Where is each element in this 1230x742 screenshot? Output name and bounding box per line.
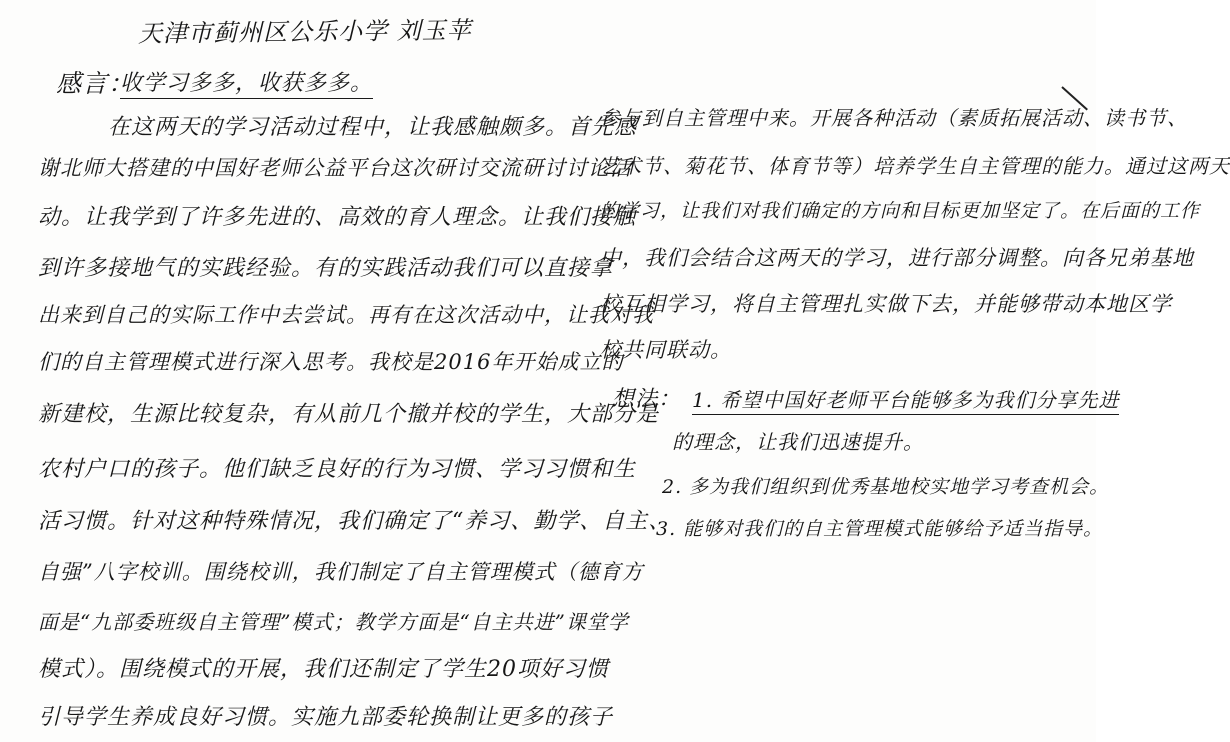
left-line: 谢北师大搭建的中国好老师公益平台这次研讨交流研讨讨论活 (38, 156, 632, 180)
ideas-label: 想法： (612, 387, 682, 412)
idea-item: 2. 多为我们组织到优秀基地校实地学习考查机会。 (662, 476, 1110, 498)
right-line: 的学习，让我们对我们确定的方向和目标更加坚定了。在后面的工作 (600, 200, 1201, 222)
right-line: 艺术节、菊花节、体育节等）培养学生自主管理的能力。通过这两天 (600, 154, 1230, 178)
idea-item: 3. 能够对我们的自主管理模式能够给予适当指导。 (656, 518, 1104, 540)
right-line: 校共同联动。 (600, 338, 732, 362)
left-line: 面是“九部委班级自主管理”模式；教学方面是“自主共进”课堂学 (38, 610, 629, 634)
left-line: 动。让我学到了许多先进的、高效的育人理念。让我们接触 (38, 205, 637, 230)
left-line: 出来到自己的实际工作中去尝试。再有在这次活动中，让我对我 (38, 303, 654, 327)
left-line: 新建校，生源比较复杂，有从前几个撤并校的学生，大部分是 (38, 402, 660, 427)
idea-item-continued: 的理念，让我们迅速提升。 (672, 430, 924, 454)
ganyan-label: 感言： (56, 69, 135, 98)
left-line: 农村户口的孩子。他们缺乏良好的行为习惯、学习习惯和生 (38, 457, 637, 482)
ganyan-text: 收学习多多，收获多多。 (120, 66, 373, 99)
left-line: 模式）。围绕模式的开展，我们还制定了学生20项好习惯 (38, 657, 609, 682)
left-line: 引导学生养成良好习惯。实施九部委轮换制让更多的孩子 (38, 705, 614, 730)
page-title: 天津市蓟州区公乐小学 刘玉苹 (137, 16, 472, 48)
right-line: 中，我们会结合这两天的学习，进行部分调整。向各兄弟基地 (600, 246, 1194, 270)
left-line: 自强”八字校训。围绕校训，我们制定了自主管理模式（德育方 (38, 560, 644, 584)
right-line: 参与到自主管理中来。开展各种活动（素质拓展活动、读书节、 (600, 106, 1188, 130)
left-line: 在这两天的学习活动过程中，让我感触颇多。首先感 (108, 115, 638, 140)
right-line: 校互相学习，将自主管理扎实做下去，并能够带动本地区学 (600, 292, 1172, 316)
idea-item: 1. 希望中国好老师平台能够多为我们分享先进 (692, 384, 1119, 415)
left-line: 活习惯。针对这种特殊情况，我们确定了“养习、勤学、自主、 (38, 509, 672, 534)
right-column (590, 0, 1230, 742)
left-line: 到许多接地气的实践经验。有的实践活动我们可以直接拿 (38, 256, 614, 281)
left-line: 们的自主管理模式进行深入思考。我校是2016年开始成立的 (38, 350, 624, 374)
